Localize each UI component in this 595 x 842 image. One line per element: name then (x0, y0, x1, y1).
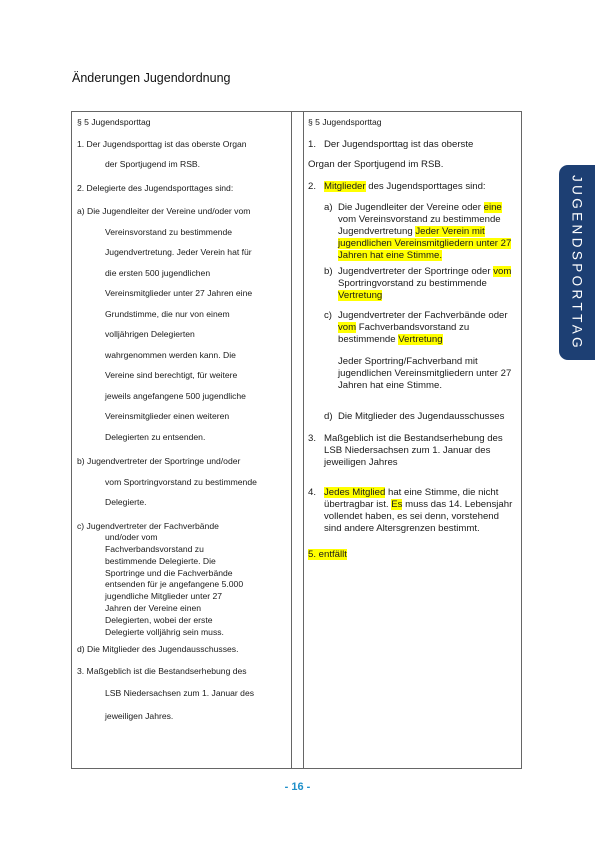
section-tab-label: JUGENDSPORTTAG (569, 174, 585, 351)
item-a: a) Die Jugendleiter der Vereine und/oder vom (77, 206, 251, 216)
column-divider (291, 112, 292, 768)
old-version-column (77, 112, 287, 726)
paragraph-3 (308, 433, 518, 469)
highlighted-text: Vertretung (338, 290, 383, 301)
paragraph-text: hat eine Stimme, die nicht übertragbar ist. (324, 487, 499, 510)
item-c-line: Sportringe und die Fachverbände (105, 567, 233, 578)
section-heading: § 5 Jugendsporttag (77, 117, 151, 127)
column-divider (303, 112, 304, 768)
item-c-line: jugendliche Mitglieder unter 27 (105, 591, 223, 602)
highlighted-text: Es (391, 499, 403, 510)
section-heading: § 5 Jugendsporttag (308, 117, 382, 127)
item-text: Die Jugendleiter der Vereine oder (338, 202, 484, 213)
paragraph-3: 3. Maßgeblich ist die Bestandserhebung des (77, 665, 247, 676)
paragraph-text: Der Jugendsporttag ist das oberste (324, 138, 474, 150)
paragraph-1-cont: Organ der Sportjugend im RSB. (308, 159, 444, 170)
paragraph-4 (308, 487, 518, 535)
item-a-line: Jugendvertretung. Jeder Verein hat für (105, 247, 252, 257)
item-a-line: Delegierten zu entsenden. (105, 431, 206, 442)
item-b: b) Jugendvertreter der Sportringe und/oder (77, 456, 241, 466)
paragraph-text: des Jugendsporttages sind: (365, 180, 486, 192)
list-letter: c) (324, 310, 332, 321)
list-number: 4. (308, 487, 317, 498)
item-a-line: Grundstimme, die nur von einem (105, 308, 230, 319)
paragraph-text: muss das 14. Lebensjahr vollendet haben, es sei denn, vorstehend sind andere Altersgrenzen bestimmt. (324, 499, 513, 534)
item-a-line: Vereinsvorstand zu bestimmende (105, 226, 233, 237)
item-c-paragraph: Jeder Sportring/Fachverband mit jugendlichen Vereinsmitgliedern unter 27 Jahren hat eine Stimme. (338, 356, 512, 391)
highlighted-text: vom (338, 322, 357, 333)
item-text: Sportringvorstand zu bestimmende (338, 278, 487, 289)
item-a (308, 202, 518, 262)
list-number: 3. (308, 433, 317, 444)
item-a-line: Vereinsmitglieder einen weiteren (105, 411, 230, 421)
highlighted-text: Jeder Verein mit jugendlichen Vereinsmitgliedern unter 27 Jahren hat eine Stimme. (338, 226, 512, 261)
item-c-line: c) Jugendvertreter der Fachverbände (77, 520, 219, 531)
list-number: 1. (308, 138, 317, 150)
paragraph-1-cont: der Sportjugend im RSB. (105, 159, 201, 169)
paragraph-2 (308, 177, 518, 198)
page-title: Änderungen Jugendordnung (72, 71, 231, 85)
item-c-line: und/oder vom (105, 532, 158, 543)
item-c-line: Delegierten, wobei der erste (105, 614, 213, 625)
highlighted-text: Vertretung (398, 334, 443, 345)
item-text: Die Mitglieder des Jugendausschusses (338, 411, 505, 422)
item-text: vom Vereinsvorstand zu bestimmende Jugendvertretung (338, 214, 501, 237)
item-b (308, 266, 518, 302)
paragraph-1: 1. Der Jugendsporttag ist das oberste Organ (77, 138, 247, 149)
paragraph-3-line: jeweiligen Jahres. (105, 710, 174, 721)
item-a-line: die ersten 500 jugendlichen (105, 267, 211, 278)
paragraph-5 (308, 549, 518, 561)
highlighted-text: vom (493, 266, 512, 277)
paragraph-2: 2. Delegierte des Jugendsporttages sind: (77, 182, 234, 193)
item-b-line: vom Sportringvorstand zu bestimmende (105, 476, 257, 487)
list-letter: b) (324, 266, 333, 277)
page-number: - 16 - (284, 781, 311, 793)
item-c-line: Fachverbandsvorstand zu (105, 544, 204, 555)
item-text: Fachverbandsvorstand zu bestimmende (338, 322, 470, 345)
section-tab (559, 165, 595, 360)
new-version-column (308, 112, 518, 561)
item-a-line: jeweils angefangene 500 jugendliche (105, 390, 246, 401)
highlighted-text: eine (483, 202, 502, 213)
paragraph-3-line: LSB Niedersachsen zum 1. Januar des (105, 688, 255, 699)
highlighted-text: Mitglieder (324, 180, 366, 192)
list-letter: a) (324, 202, 333, 213)
item-b-line: Delegierte. (105, 497, 147, 507)
list-letter: d) (324, 411, 333, 422)
item-c-line: bestimmende Delegierte. Die (105, 555, 216, 566)
item-a-line: volljährigen Delegierten (105, 329, 195, 339)
paragraph-1 (308, 135, 518, 156)
item-a-line: Vereine sind berechtigt, für weitere (105, 370, 238, 380)
highlighted-text: 5. entfällt (308, 549, 347, 560)
paragraph-text: Maßgeblich ist die Bestandserhebung des LSB Niedersachsen zum 1. Januar des jeweiligen Jahres (324, 433, 503, 468)
item-d: d) Die Mitglieder des Jugendausschusses. (77, 644, 239, 655)
highlighted-text: Jedes Mitglied (324, 487, 386, 498)
list-number: 2. (308, 180, 317, 192)
item-c-line: entsenden für je angefangene 5.000 (105, 579, 244, 590)
item-c-line: Jahren der Vereine einen (105, 603, 202, 614)
item-c-line: Delegierte volljährig sein muss. (105, 626, 224, 637)
item-d (308, 411, 518, 423)
item-text: Jugendvertreter der Sportringe oder (338, 266, 494, 277)
item-a-line: Vereinsmitglieder unter 27 Jahren eine (105, 288, 253, 298)
item-text: Jugendvertreter der Fachverbände oder (338, 310, 508, 321)
item-c (308, 310, 518, 346)
item-c (77, 521, 287, 639)
item-a-line: wahrgenommen werden kann. Die (105, 349, 236, 360)
